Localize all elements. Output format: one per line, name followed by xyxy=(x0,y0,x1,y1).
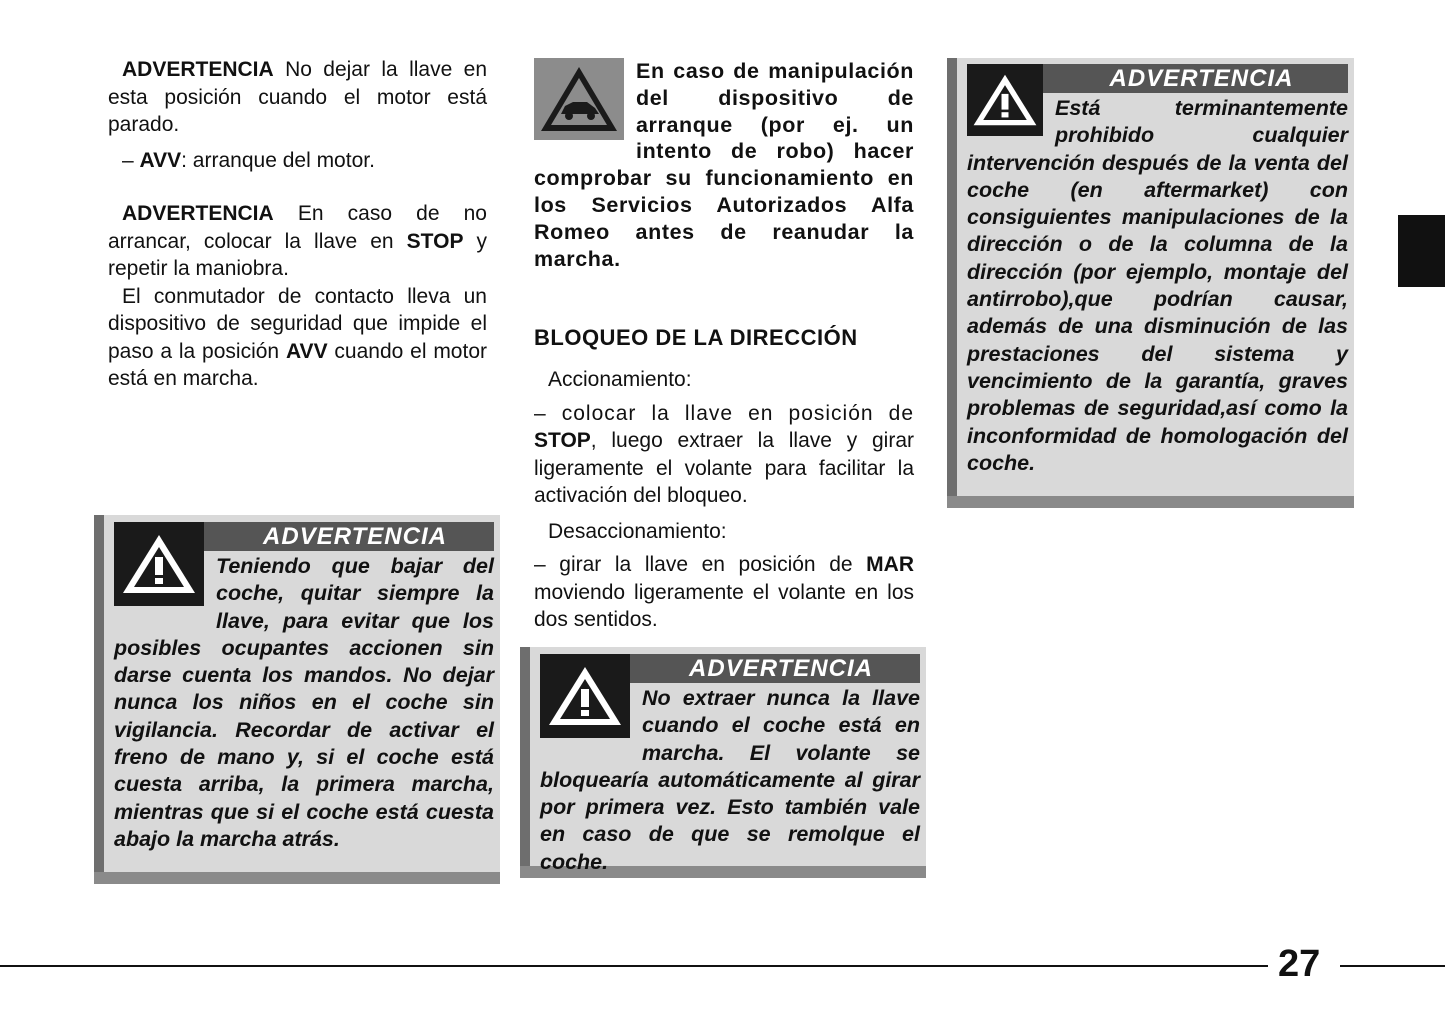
keyword-advertencia: ADVERTENCIA xyxy=(122,202,274,225)
warning-box-leave-car xyxy=(94,515,500,884)
keyword-stop: STOP xyxy=(534,429,591,453)
text-span: moviendo ligeramente el volante en los dos sentidos. xyxy=(534,580,914,632)
keyword-avv: AVV xyxy=(285,339,328,363)
keyword-stop: STOP xyxy=(406,229,464,253)
text-span: y repetir la maniobra. xyxy=(108,229,487,280)
warning-box-key-removal xyxy=(520,647,926,878)
box-shadow-left xyxy=(947,58,957,508)
text-span: – colocar la llave en posición de xyxy=(534,401,914,425)
text-span: En caso de no arrancar, colocar la llave en xyxy=(108,202,487,253)
text-span: : arranque del motor. xyxy=(181,148,375,172)
section-tab-marker xyxy=(1398,215,1445,287)
text-span: , luego extraer la llave y girar ligeramente el volante para facilitar la activación del bloqueo. xyxy=(534,429,914,508)
keyword-advertencia: ADVERTENCIA xyxy=(122,58,274,81)
warning-triangle-icon xyxy=(540,654,630,738)
paragraph-warning-key xyxy=(108,56,487,139)
caution-paragraph xyxy=(534,58,914,272)
section-heading: BLOQUEO DE LA DIRECCIÓN xyxy=(534,325,858,351)
middle-column xyxy=(534,58,914,634)
box-shadow-left xyxy=(520,647,530,878)
text-span: – girar la llave en posición de xyxy=(534,553,867,577)
car-caution-icon xyxy=(534,58,624,140)
text-span: El conmutador de contacto lleva un dispositivo de seguridad que impide el paso a la posición xyxy=(108,284,487,363)
box-shadow-left xyxy=(94,515,104,884)
warning-triangle-icon xyxy=(967,64,1043,136)
dash: – xyxy=(122,148,140,172)
box-shadow-bottom xyxy=(94,872,500,884)
warning-text: Está terminantemente prohibido cualquier intervención después de la venta del coche (en aftermarket) con consiguientes manipulaciones de la dirección o de la columna de la dirección (por ejemplo, montaje del antirrobo),que podrían causar, además de una disminución de las prestaciones del sistema y vencimiento de la garantía, graves problemas de seguridad,así como la inconformidad de homologación del coche. xyxy=(967,96,1348,475)
warning-box-aftermarket xyxy=(947,58,1354,508)
paragraph-avv xyxy=(108,147,487,175)
warning-text: No extraer nunca la llave cuando el coche está en marcha. El volante se bloquearía automáticamente al girar por primera vez. Esto también vale en caso de que se remolque el coche. xyxy=(540,686,920,874)
warning-title: ADVERTENCIA xyxy=(114,522,494,551)
footer-rule-right xyxy=(1340,965,1445,967)
warning-title: ADVERTENCIA xyxy=(967,64,1348,93)
caution-text: En caso de manipulación del dispositivo de arranque (por ej. un intento de robo) hacer comprobar su funcionamiento en los Servicios Autorizados Alfa Romeo antes de reanudar la marcha. xyxy=(534,59,914,271)
text-span: No dejar la llave en esta posición cuando el motor está parado. xyxy=(108,58,487,136)
keyword-avv: AVV xyxy=(139,148,182,172)
lock-instructions xyxy=(534,400,914,510)
paragraph-no-start xyxy=(108,200,487,283)
box-shadow-bottom xyxy=(947,496,1354,508)
page-number: 27 xyxy=(1278,943,1321,985)
unlock-label: Desaccionamiento: xyxy=(548,519,727,543)
warning-text: Teniendo que bajar del coche, quitar siempre la llave, para evitar que los posibles ocupantes accionen sin darse cuenta los mandos. No dejar nunca los niños en el coche sin vigilancia. Recordar de activar el freno de mano y, si el coche está cuesta arriba, la primera marcha, mientras que si el coche está cuesta abajo la marcha atrás. xyxy=(114,554,494,851)
left-column xyxy=(108,56,487,393)
keyword-mar: MAR xyxy=(866,553,914,577)
lock-label: Accionamiento: xyxy=(548,368,692,392)
text-span: cuando el motor está en marcha. xyxy=(108,339,487,390)
warning-triangle-icon xyxy=(114,522,204,606)
footer-rule-left xyxy=(0,965,1268,967)
paragraph-switch xyxy=(108,283,487,393)
warning-title: ADVERTENCIA xyxy=(540,654,920,683)
unlock-instructions xyxy=(534,551,914,634)
